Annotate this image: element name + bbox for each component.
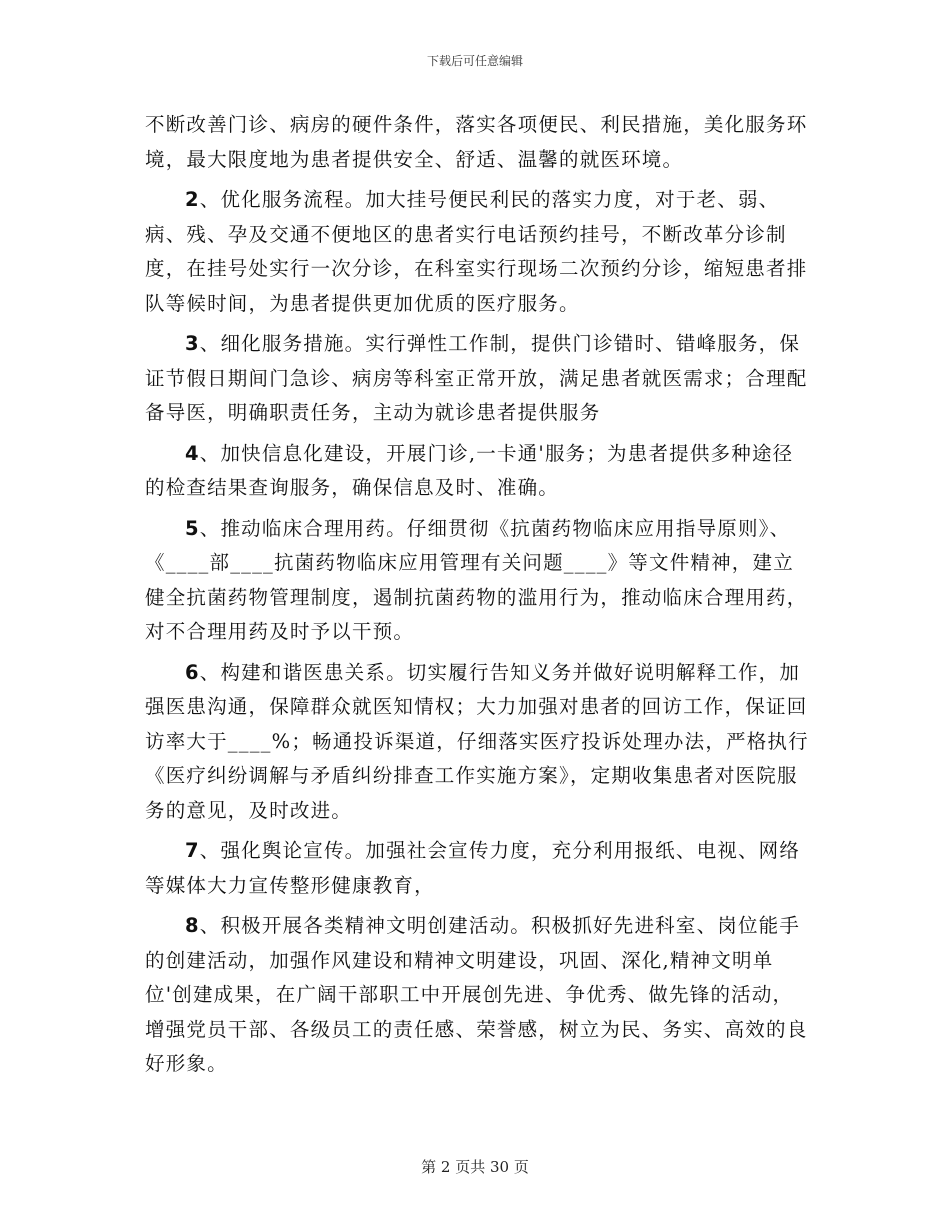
paragraph-text: 、推动临床合理用药。仔细贯彻《抗菌药物临床应用指导原则》、《____部____抗菌药物临床应用管理有关问题____》等文件精神，建立健全抗菌药物管理制度，遏制抗菌药物的滥用行为，推动临床合理用药，对不合理用药及时予以干预。: [145, 516, 808, 643]
paragraph-item-4: [145, 437, 810, 506]
paragraph-item-6: [145, 656, 810, 829]
paragraph-item-7: [145, 834, 810, 903]
paragraph-text: 、加快信息化建设，开展门诊,一卡通'服务；为患者提供多种途径的检查结果查询服务，确保信息及时、准确。: [145, 441, 794, 499]
item-number: 8: [185, 914, 200, 937]
paragraph-item-3: [145, 327, 810, 431]
page-footer: 第 2 页共 30 页: [421, 1158, 529, 1176]
document-body: [145, 108, 810, 1082]
item-number: 7: [185, 839, 200, 862]
paragraph-text: 、强化舆论宣传。加强社会宣传力度，充分利用报纸、电视、网络等媒体大力宣传整形健康教育，: [145, 839, 801, 897]
paragraph-text: 、优化服务流程。加大挂号便民利民的落实力度，对于老、弱、病、残、孕及交通不便地区的患者实行电话预约挂号，不断改革分诊制度，在挂号处实行一次分诊，在科室实行现场二次预约分诊，缩短患者排队等候时间，为患者提供更加优质的医疗服务。: [145, 188, 808, 315]
page-header: 下载后可任意编辑: [426, 54, 523, 68]
item-number: 2: [185, 188, 200, 211]
paragraph-item-2: [145, 183, 810, 321]
paragraph-text: 、积极开展各类精神文明创建活动。积极抓好先进科室、岗位能手的创建活动，加强作风建设和精神文明建设，巩固、深化,精神文明单位'创建成果，在广阔干部职工中开展创先进、争优秀、做先锋的活动，增强党员干部、各级员工的责任感、荣誉感，树立为民、务实、高效的良好形象。: [145, 914, 808, 1075]
paragraph-item-5: [145, 512, 810, 650]
paragraph-text: 、构建和谐医患关系。切实履行告知义务并做好说明解释工作，加强医患沟通，保障群众就医知情权；大力加强对患者的回访工作，保证回访率大于____%；畅通投诉渠道，仔细落实医疗投诉处理办法，严格执行《医疗纠纷调解与矛盾纠纷排查工作实施方案》，定期收集患者对医院服务的意见，及时改进。: [145, 660, 809, 822]
paragraph-text: 、细化服务措施。实行弹性工作制，提供门诊错时、错峰服务，保证节假日期间门急诊、病房等科室正常开放，满足患者就医需求；合理配备导医，明确职责任务，主动为就诊患者提供服务: [145, 332, 808, 424]
paragraph-item-8: [145, 909, 810, 1082]
paragraph-continuation: [145, 108, 810, 177]
paragraph-text: 不断改善门诊、病房的硬件条件，落实各项便民、利民措施，美化服务环境，最大限度地为患者提供安全、舒适、温馨的就医环境。: [145, 113, 808, 171]
item-number: 4: [185, 441, 200, 465]
item-number: 3: [185, 332, 200, 355]
item-number: 6: [185, 660, 200, 684]
item-number: 5: [185, 516, 200, 540]
